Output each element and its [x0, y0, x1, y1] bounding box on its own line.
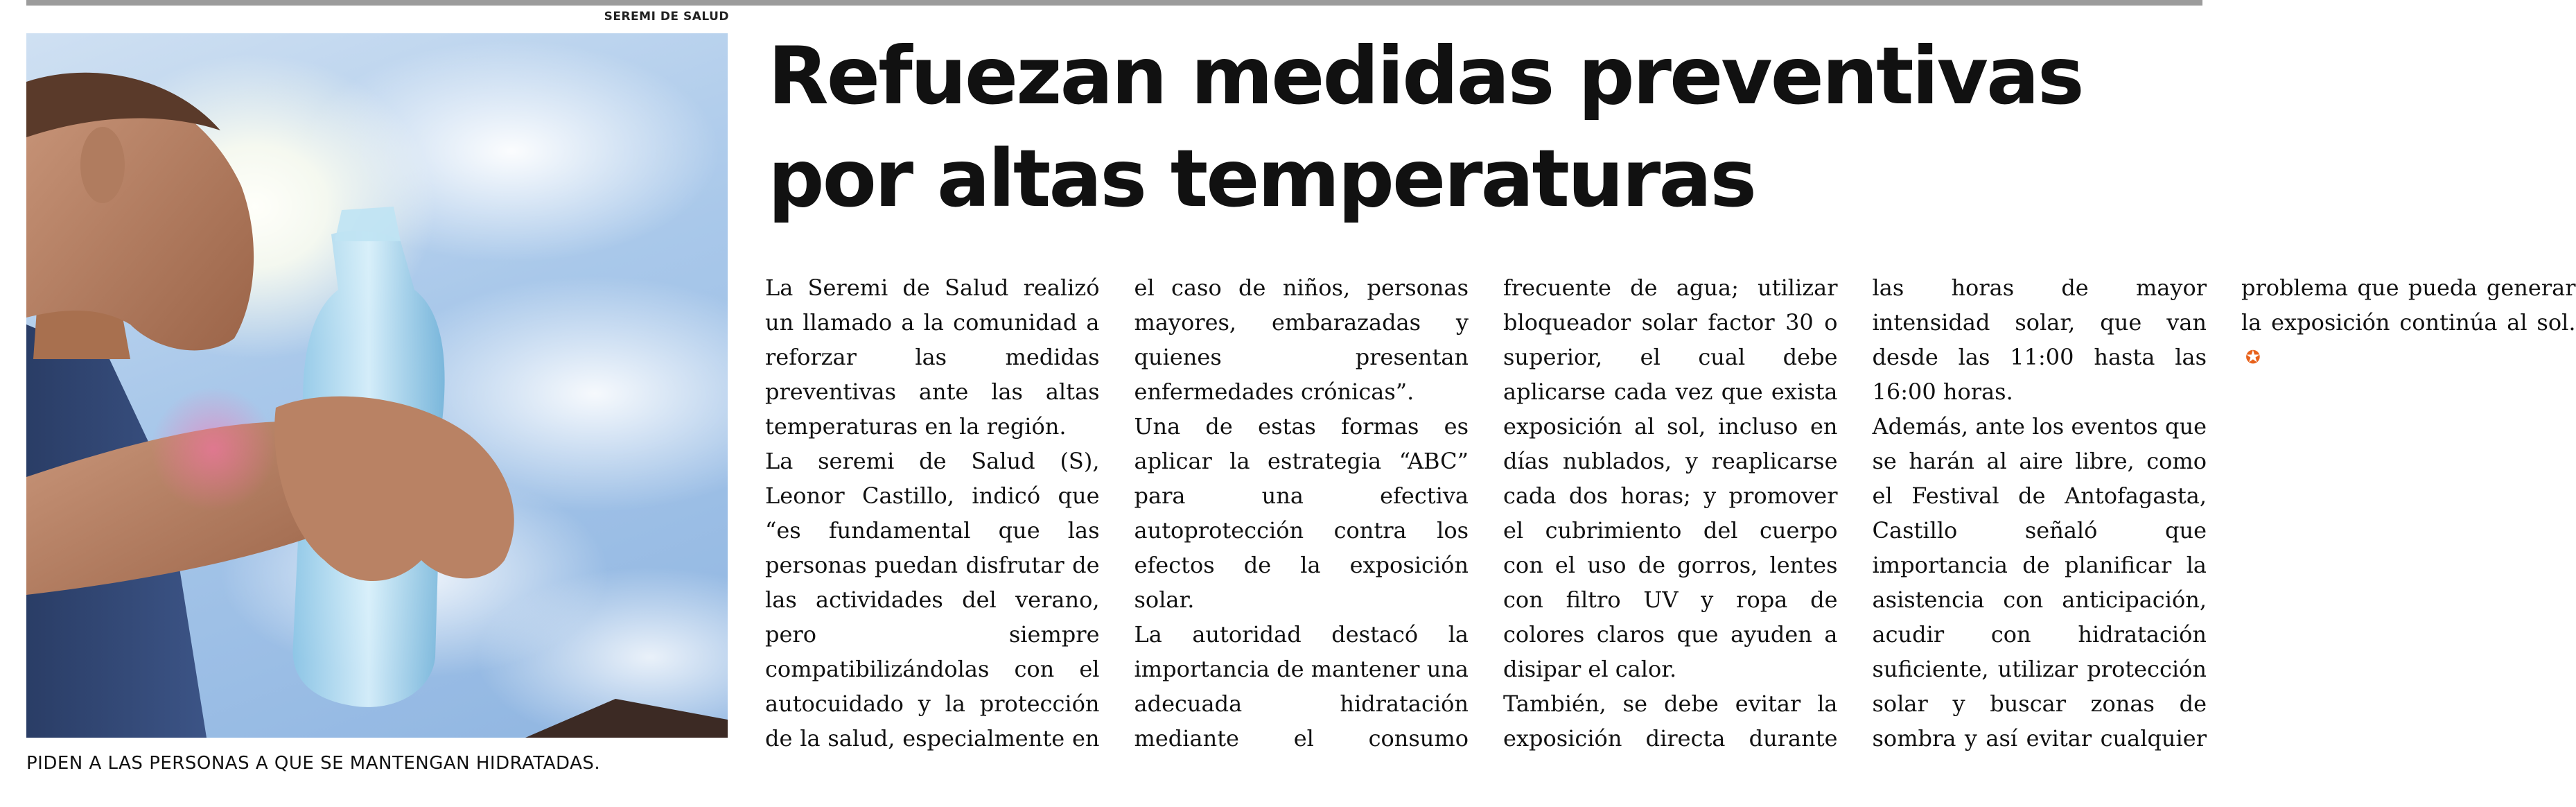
man-drinking-water-illustration	[26, 33, 728, 738]
photo-caption: PIDEN A LAS PERSONAS A QUE SE MANTENGAN HIDRATADAS.	[26, 753, 601, 774]
headline: Refuezan medidas preventivas por altas temperaturas	[768, 30, 2083, 225]
body-paragraph: La seremi de Salud (S), Leonor Castillo, indicó que “es fundamental que las personas puedan disfrutar de las actividades del verano, pero siempre compatibilizándolas con el autocuidado y la protección de la salud, especialmente en el caso de niños, personas mayores, embarazadas y quienes presentan enfermedades crónicas”.	[765, 275, 1469, 752]
photo-credit: SEREMI DE SALUD	[604, 10, 729, 24]
body-paragraph: También, se debe evitar la exposición directa durante las horas de mayor intensidad solar, que van desde las 11:00 hasta las 16:00 horas.	[1503, 275, 2207, 752]
body-paragraph: Una de estas formas es aplicar la estrategia “ABC” para una efectiva autoprotección contra los efectos de la exposición solar.	[1134, 413, 1469, 613]
body-paragraph: La Seremi de Salud realizó un llamado a la comunidad a reforzar las medidas preventivas ante las altas temperaturas en la región.	[765, 275, 1100, 440]
top-rule	[26, 0, 2202, 6]
star-end-icon: ✪	[2245, 347, 2261, 368]
article-body	[765, 270, 2576, 783]
body-paragraph-text: Además, ante los eventos que se harán al aire libre, como el Festival de Antofagasta, Castillo señaló que importancia de planificar la asistencia con anticipación, acudir con hidratación suficiente, utilizar protección solar y buscar zonas de sombra y así evitar cualquier problema que pueda generar la exposición continúa al sol.	[1872, 275, 2576, 752]
body-paragraph: La autoridad destacó la importancia de mantener una adecuada hidratación mediante el consumo frecuente de agua; utilizar bloqueador solar factor 30 o superior, el cual debe aplicarse cada vez que exista exposición al sol, incluso en días nublados, y reaplicarse cada dos horas; y promover el cubrimiento del cuerpo con el uso de gorros, lentes con filtro UV y ropa de colores claros que ayuden a disipar el calor.	[1134, 275, 1838, 752]
article-photo	[26, 33, 728, 738]
